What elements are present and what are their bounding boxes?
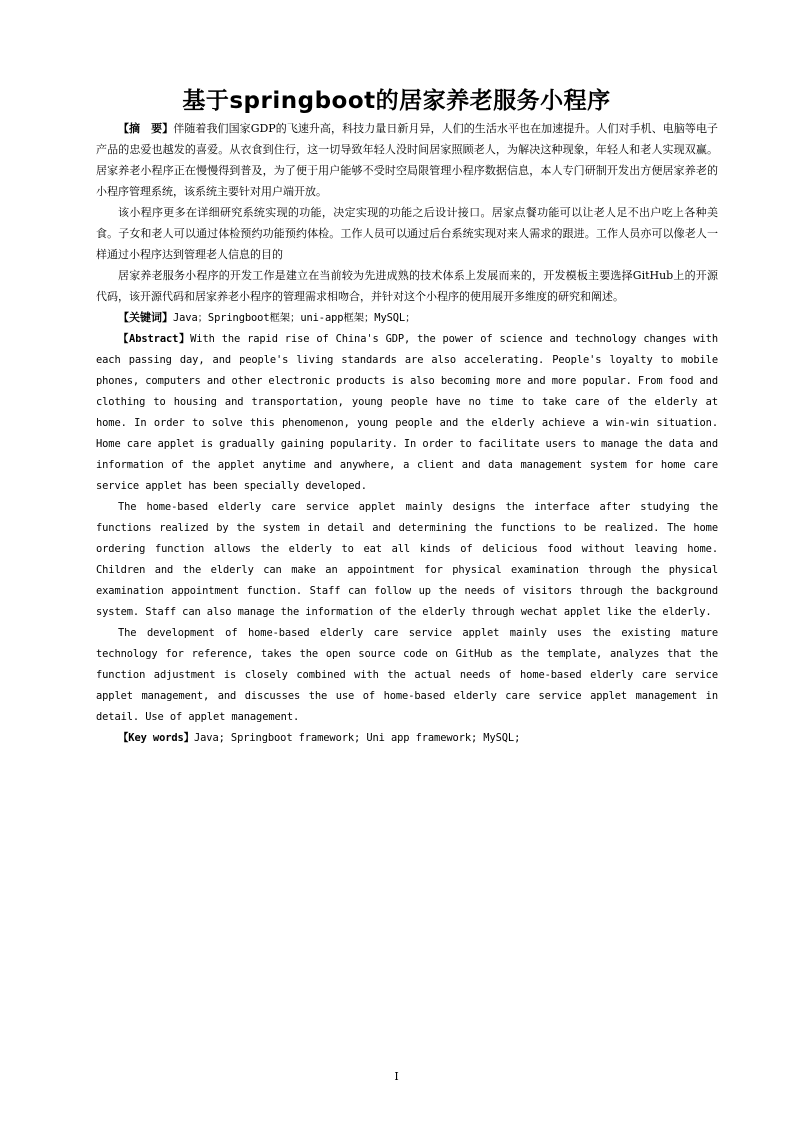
abstract-en-text-1: With the rapid rise of China's GDP, the power of science and technology changes with each passing day, and people's living standards are also accelerating. People's loyalty to mobile phones, computers and other electronic products is also becoming more and more popular. From food and clothing to housing and transportation, young people have no time to take care of the elderly at home. In order to solve this phenomenon, young people and the elderly achieve a win-win situation. Home care applet is gradually gaining popularity. In order to facilitate users to manage the data and information of the applet anytime and anywhere, a client and data management system for home care service applet has been specially developed. [96,333,718,492]
abstract-cn-paragraph-1 [96,118,718,202]
abstract-en-paragraph-3: The development of home-based elderly care service applet mainly uses the existing mature technology for reference, takes the open source code on GitHub as the template, analyzes that the function adjustment is closely combined with the actual needs of home-based elderly care service applet management, and discusses the use of home-based elderly care service applet management in detail. Use of applet management. [96,627,718,723]
document-title: 基于springboot的居家养老服务小程序 [182,88,611,114]
keywords-cn [96,307,718,329]
abstract-cn-label: 【摘 要】 [118,122,174,135]
document-body [96,118,718,749]
abstract-en-paragraph-2: The home-based elderly care service applet mainly designs the interface after studying the functions realized by the system in detail and determining the functions to be realized. The home ordering function allows the elderly to eat all kinds of delicious food without leaving home. Children and the elderly can make an appointment for physical examination through the physical examination appointment function. Staff can follow up the needs of visitors through the background system. Staff can also manage the information of the elderly through wechat applet like the elderly. [96,501,718,618]
abstract-cn-text-1: 伴随着我们国家GDP的飞速升高，科技力量日新月异，人们的生活水平也在加速提升。人们对手机、电脑等电子产品的忠爱也越发的喜爱。从衣食到住行，这一切导致年轻人没时间居家照顾老人，为解决这种现象，年轻人和老人实现双赢。居家养老小程序正在慢慢得到普及，为了便于用户能够不受时空局限管理小程序数据信息，本人专门研制开发出方便居家养老的小程序管理系统，该系统主要针对用户端开放。 [96,122,718,198]
abstract-cn-paragraph-2: 该小程序更多在详细研究系统实现的功能，决定实现的功能之后设计接口。居家点餐功能可以让老人足不出户吃上各种美食。子女和老人可以通过体检预约功能预约体检。工作人员可以通过后台系统实现对来人需求的跟进。工作人员亦可以像老人一样通过小程序达到管理老人信息的目的 [96,206,718,261]
keywords-en [96,728,718,749]
abstract-en-label: 【Abstract】 [118,333,191,345]
keywords-en-text: Java; Springboot framework; Uni app framework; MySQL; [193,732,521,744]
keywords-cn-label: 【关键词】 [118,311,173,324]
keywords-en-label: 【Key words】 [118,732,194,744]
abstract-cn-paragraph-3: 居家养老服务小程序的开发工作是建立在当前较为先进成熟的技术体系上发展而来的，开发模板主要选择GitHub上的开源代码，该开源代码和居家养老小程序的管理需求相吻合，并针对这个小程序的使用展开多维度的研究和阐述。 [96,269,718,303]
abstract-en-paragraph-1 [96,329,718,497]
page-number: I [394,1070,399,1083]
keywords-cn-text: Java；Springboot框架；uni-app框架；MySQL； [173,312,416,324]
